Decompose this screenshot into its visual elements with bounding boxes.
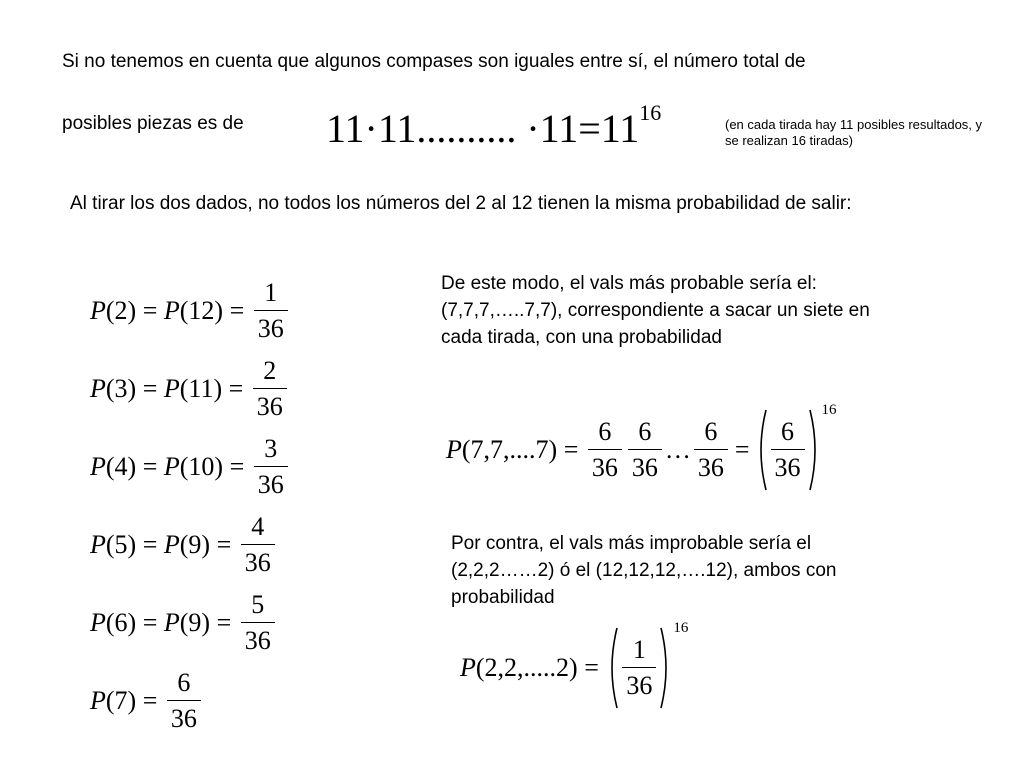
total-pieces-exponent: 16 (639, 100, 662, 125)
p-symbol: P (163, 608, 180, 637)
probable-paragraph: De este modo, el vals más probable sería el: (7,7,7,…..7,7), correspondiente a sacar un siete en cada tirada, con una probabilidad (441, 273, 870, 348)
improbable-exponent: 16 (673, 620, 689, 636)
p-symbol: P (90, 608, 106, 637)
left-paren-icon (605, 626, 619, 710)
probable-power (754, 402, 837, 492)
fraction-numerator: 6 (638, 417, 652, 446)
p-symbol: P (90, 530, 106, 559)
tiradas-note-line-2: se realizan 16 tiradas) (725, 133, 853, 148)
fraction-numerator: 1 (264, 278, 278, 307)
probability-lhs: (3) = (105, 374, 164, 403)
probability-fraction (167, 669, 201, 733)
right-paren-icon (659, 626, 673, 710)
p-symbol: P (90, 296, 106, 325)
fraction-numerator: 6 (704, 417, 718, 446)
fraction-denominator: 36 (254, 466, 288, 499)
improbable-formula (460, 622, 688, 714)
p-symbol: P (446, 435, 462, 464)
probability-fraction (241, 591, 275, 655)
improbable-paragraph: Por contra, el vals más improbable sería el (2,2,2……2) ó el (12,12,12,….12), ambos con probabilidad (451, 533, 837, 608)
fraction-denominator: 36 (694, 449, 728, 482)
probability-row (90, 350, 291, 428)
probability-row (90, 428, 291, 506)
p-symbol: P (163, 296, 180, 325)
fraction-denominator: 36 (254, 310, 288, 343)
fraction-numerator: 6 (598, 417, 612, 446)
probability-list (90, 272, 291, 740)
probability-fraction (254, 435, 288, 499)
total-pieces-formula (326, 100, 661, 152)
fraction-numerator: 1 (632, 635, 646, 664)
probability-rhs: (12) = (179, 296, 251, 325)
probable-fraction-4 (771, 418, 805, 482)
probability-lhs: (5) = (105, 530, 164, 559)
fraction-denominator: 36 (771, 449, 805, 482)
probability-row (90, 662, 291, 740)
probable-fraction-2 (628, 418, 662, 482)
probable-exponent: 16 (821, 402, 837, 418)
probability-row (90, 584, 291, 662)
probability-fraction (253, 357, 287, 421)
fraction-denominator: 36 (167, 700, 201, 733)
intro-line-2: posibles piezas es de (62, 113, 244, 134)
fraction-numerator: 3 (264, 434, 278, 463)
equals-sign: = (734, 435, 750, 464)
fraction-denominator: 36 (253, 388, 287, 421)
p-symbol: P (163, 530, 180, 559)
tiradas-note-line-1: (en cada tirada hay 11 posibles resultados, y (725, 117, 983, 132)
right-paren-icon (808, 408, 822, 492)
p-symbol: P (460, 653, 476, 682)
probability-lhs: (2) = (105, 296, 164, 325)
improbable-lhs: (2,2,.....2) = (475, 653, 606, 682)
probability-fraction (254, 279, 288, 343)
improbable-fraction (622, 636, 656, 700)
probability-lhs: (4) = (105, 452, 164, 481)
total-pieces-expression: 11·11.......... ·11=11 (326, 106, 640, 151)
tiradas-note (725, 117, 982, 149)
probability-row (90, 506, 291, 584)
fraction-numerator: 6 (781, 417, 795, 446)
ellipsis: … (664, 435, 691, 464)
p-symbol: P (90, 686, 106, 715)
probability-rhs: (11) = (179, 374, 250, 403)
probable-fraction-1 (588, 418, 622, 482)
improbable-power (605, 620, 689, 710)
fraction-numerator: 4 (251, 512, 265, 541)
probability-rhs: (9) = (179, 530, 238, 559)
probability-lhs: (7) = (105, 686, 164, 715)
left-paren-icon (754, 408, 768, 492)
p-symbol: P (90, 452, 106, 481)
probability-row (90, 272, 291, 350)
probable-fraction-3 (694, 418, 728, 482)
fraction-denominator: 36 (622, 667, 656, 700)
probability-fraction (241, 513, 275, 577)
fraction-denominator: 36 (241, 544, 275, 577)
probability-rhs: (9) = (179, 608, 238, 637)
probability-lhs: (6) = (105, 608, 164, 637)
fraction-numerator: 6 (177, 668, 191, 697)
fraction-denominator: 36 (628, 449, 662, 482)
p-symbol: P (163, 452, 180, 481)
probable-lhs: (7,7,....7) = (461, 435, 585, 464)
probable-formula (446, 404, 837, 496)
fraction-denominator: 36 (588, 449, 622, 482)
intro-line-1: Si no tenemos en cuenta que algunos compases son iguales entre sí, el número total de (62, 51, 806, 72)
fraction-numerator: 5 (251, 590, 265, 619)
dice-paragraph: Al tirar los dos dados, no todos los números del 2 al 12 tienen la misma probabilidad de salir: (70, 193, 852, 214)
fraction-denominator: 36 (241, 622, 275, 655)
probability-rhs: (10) = (179, 452, 251, 481)
p-symbol: P (90, 374, 106, 403)
p-symbol: P (163, 374, 180, 403)
fraction-numerator: 2 (263, 356, 277, 385)
